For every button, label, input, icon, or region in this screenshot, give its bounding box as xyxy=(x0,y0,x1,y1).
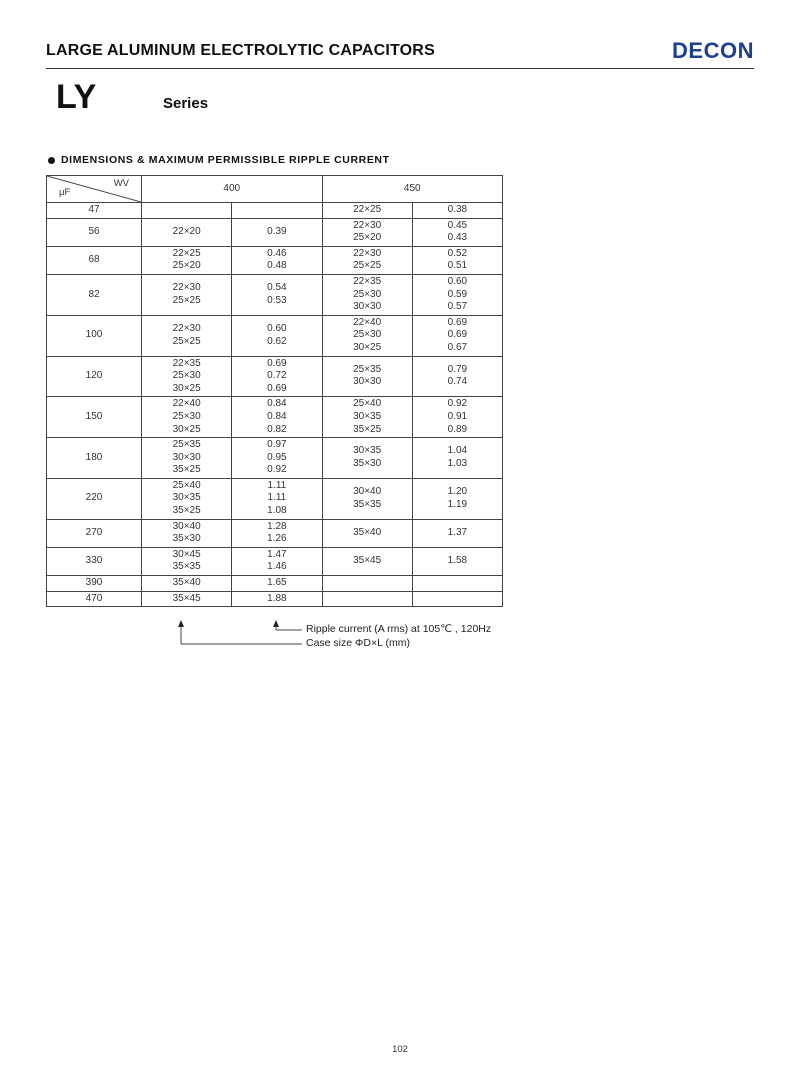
case-size-value: 22×35 xyxy=(353,275,382,287)
capacitance-cell: 180 xyxy=(47,438,142,479)
case-size-value: 22×30 xyxy=(353,219,382,231)
case-size-value: 22×20 xyxy=(172,225,201,237)
case-size-value: 30×30 xyxy=(172,451,201,463)
case-size-value: 30×30 xyxy=(353,376,382,388)
capacitance-cell: 330 xyxy=(47,547,142,575)
case-size-value: 35×35 xyxy=(353,498,382,510)
ripple-current-value: 0.60 xyxy=(447,275,468,287)
ripple-current-value: 1.37 xyxy=(447,526,468,538)
ripple-current-value: 0.60 xyxy=(267,323,287,335)
case-size-value: 35×25 xyxy=(172,505,201,517)
capacitance-cell: 270 xyxy=(47,519,142,547)
corner-wv-label: WV xyxy=(113,178,129,189)
ripple-current-value: 1.11 xyxy=(267,492,287,504)
legend-case-size: Case size ΦD×L (mm) xyxy=(306,637,410,649)
ripple-current-value: 1.28 xyxy=(267,520,287,532)
ripple-current-value: 0.69 xyxy=(447,329,468,341)
case-size-value: 30×40 xyxy=(172,520,201,532)
ripple-current-value: 1.58 xyxy=(447,555,468,567)
case-size-value: 35×45 xyxy=(353,555,382,567)
ripple-current-value: 0.92 xyxy=(267,464,287,476)
case-size-value: 30×35 xyxy=(353,445,382,457)
case-size-value: 25×40 xyxy=(353,398,382,410)
ripple-current-value: 0.54 xyxy=(267,282,287,294)
ripple-current-value: 0.91 xyxy=(447,410,468,422)
ripple-current-value: 0.53 xyxy=(267,294,287,306)
ripple-current-value: 1.26 xyxy=(267,533,287,545)
ripple-current-value: 0.95 xyxy=(267,451,287,463)
capacitance-cell: 82 xyxy=(47,274,142,315)
case-size-value: 22×40 xyxy=(172,398,201,410)
ripple-current-value: 0.82 xyxy=(267,423,287,435)
case-size-value: 35×35 xyxy=(172,561,201,573)
ripple-current-value: 0.38 xyxy=(447,204,468,215)
ripple-current-value: 1.46 xyxy=(267,561,287,573)
ripple-current-value: 0.92 xyxy=(447,398,468,410)
case-size-value: 35×40 xyxy=(353,526,382,538)
corner-uf-label: μF xyxy=(59,187,71,199)
header-title: LARGE ALUMINUM ELECTROLYTIC CAPACITORS xyxy=(46,42,435,59)
case-size-value: 30×25 xyxy=(172,382,201,394)
case-size-value: 25×35 xyxy=(172,439,201,451)
ripple-current-value: 1.65 xyxy=(267,577,287,589)
capacitance-cell: 470 xyxy=(47,591,142,607)
legend-ripple: Ripple current (A rms) at 105℃ , 120Hz xyxy=(306,623,492,635)
ripple-current-value: 0.89 xyxy=(447,423,468,435)
ripple-current-value: 0.43 xyxy=(447,232,468,244)
capacitance-cell: 220 xyxy=(47,478,142,519)
case-size-value: 30×25 xyxy=(353,341,382,353)
case-size-value: 25×25 xyxy=(172,335,201,347)
ripple-current-value: 0.59 xyxy=(447,288,468,300)
series-label: Series xyxy=(163,95,209,112)
case-size-value: 35×40 xyxy=(172,577,201,589)
ripple-current-value: 1.08 xyxy=(267,505,287,517)
page-number: 102 xyxy=(392,1044,408,1055)
ripple-current-value: 0.79 xyxy=(447,363,468,375)
case-size-value: 22×30 xyxy=(172,323,201,335)
case-size-value: 25×40 xyxy=(172,479,201,491)
ripple-current-value: 1.11 xyxy=(267,479,287,491)
ripple-current-value: 0.62 xyxy=(267,335,287,347)
capacitance-cell: 56 xyxy=(47,218,142,246)
case-size-value: 22×30 xyxy=(172,282,201,294)
ripple-current-value: 0.57 xyxy=(447,301,468,313)
case-size-value: 35×25 xyxy=(353,423,382,435)
case-size-value: 35×30 xyxy=(172,533,201,545)
ripple-current-value: 0.45 xyxy=(447,219,468,231)
case-size-value: 30×45 xyxy=(172,548,201,560)
case-size-value: 25×25 xyxy=(353,260,382,272)
ripple-current-value: 1.88 xyxy=(267,592,287,604)
capacitance-cell: 68 xyxy=(47,246,142,274)
ripple-current-value: 0.39 xyxy=(267,225,287,237)
ripple-current-value: 1.20 xyxy=(447,486,468,498)
ripple-current-value: 1.47 xyxy=(267,548,287,560)
case-size-value: 25×30 xyxy=(172,370,201,382)
ripple-current-value: 0.48 xyxy=(267,260,287,272)
case-size-value: 30×30 xyxy=(353,301,382,313)
case-size-value: 25×30 xyxy=(353,329,382,341)
capacitance-cell: 47 xyxy=(47,203,142,219)
voltage-header-450: 450 xyxy=(322,176,503,203)
ripple-current-value: 0.69 xyxy=(267,357,287,369)
ripple-current-value: 0.74 xyxy=(447,376,468,388)
capacitance-cell: 150 xyxy=(47,397,142,438)
ripple-current-value: 0.84 xyxy=(267,410,287,422)
ripple-current-value: 0.51 xyxy=(447,260,468,272)
case-size-value: 30×40 xyxy=(353,486,382,498)
section-title: DIMENSIONS & MAXIMUM PERMISSIBLE RIPPLE CURRENT xyxy=(61,154,390,166)
ripple-current-value: 0.46 xyxy=(267,247,287,259)
case-size-value: 22×30 xyxy=(353,247,382,259)
ripple-current-value: 1.03 xyxy=(447,457,468,469)
capacitance-cell: 120 xyxy=(47,356,142,397)
brand-logo: DECON xyxy=(672,38,754,63)
ripple-current-value: 1.19 xyxy=(447,498,468,510)
capacitance-cell: 100 xyxy=(47,315,142,356)
case-size-value: 30×35 xyxy=(353,410,382,422)
case-size-value: 25×20 xyxy=(172,260,201,272)
case-size-value: 25×35 xyxy=(353,363,382,375)
case-size-value: 35×25 xyxy=(172,464,201,476)
case-size-value: 22×40 xyxy=(353,316,382,328)
capacitance-cell: 390 xyxy=(47,576,142,592)
case-size-value: 25×30 xyxy=(353,288,382,300)
case-size-value: 22×25 xyxy=(353,204,382,215)
voltage-header-400: 400 xyxy=(142,176,323,203)
ripple-current-value: 0.69 xyxy=(267,382,287,394)
case-size-value: 25×30 xyxy=(172,410,201,422)
case-size-value: 30×35 xyxy=(172,492,201,504)
series-code: LY xyxy=(56,78,97,116)
case-size-value: 30×25 xyxy=(172,423,201,435)
ripple-current-value: 0.69 xyxy=(447,316,468,328)
case-size-value: 25×25 xyxy=(172,294,201,306)
case-size-value: 35×45 xyxy=(172,592,201,604)
ripple-current-value: 0.97 xyxy=(267,439,287,451)
ripple-current-value: 0.84 xyxy=(267,398,287,410)
ripple-current-value: 1.04 xyxy=(447,445,468,457)
case-size-value: 25×20 xyxy=(353,232,382,244)
case-size-value: 22×25 xyxy=(172,247,201,259)
case-size-value: 22×35 xyxy=(172,357,201,369)
ripple-current-value: 0.52 xyxy=(447,247,468,259)
ripple-current-value: 0.67 xyxy=(447,341,468,353)
case-size-value: 35×30 xyxy=(353,457,382,469)
ripple-current-value: 0.72 xyxy=(267,370,287,382)
